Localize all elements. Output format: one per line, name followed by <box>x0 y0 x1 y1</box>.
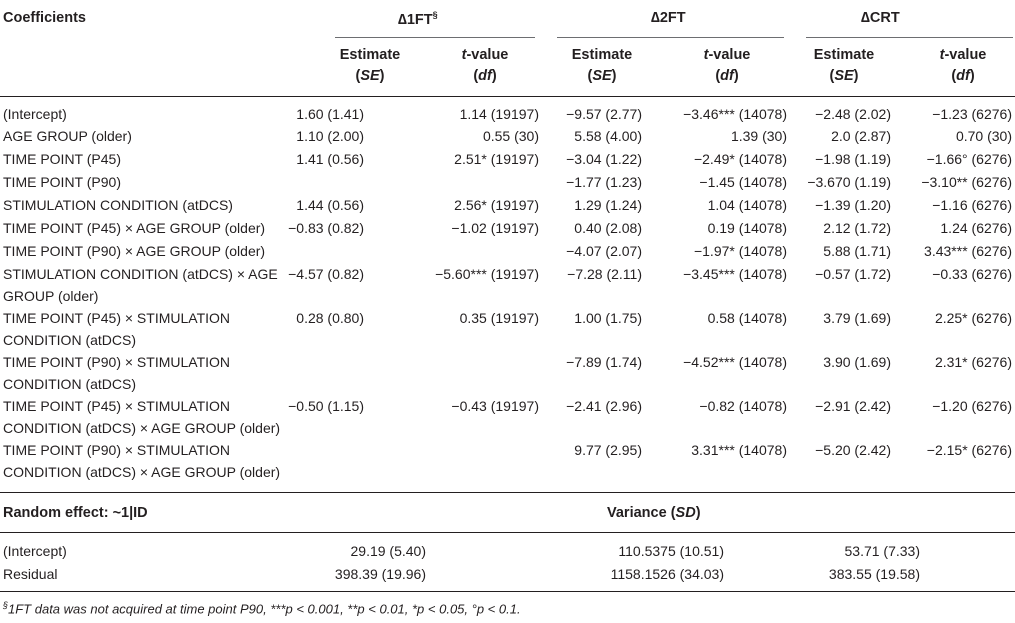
random-effect-rule-top <box>0 492 1015 493</box>
table-row <box>0 171 1015 194</box>
header-rule <box>0 96 1015 97</box>
row-label: AGE GROUP (older) <box>3 128 132 144</box>
subheader-estimate-2ft: Estimate (SE) <box>571 47 633 84</box>
cell-estimate-crt: 2.12 (1.72) <box>823 220 891 236</box>
cell-estimate-2ft: −3.04 (1.22) <box>566 151 642 167</box>
cell-variance-crt: 53.71 (7.33) <box>844 543 920 559</box>
cell-tvalue-crt: 2.25* (6276) <box>934 310 1012 326</box>
cell-tvalue-1ft: −0.43 (19197) <box>451 398 539 414</box>
cell-tvalue-2ft: 1.04 (14078) <box>707 197 787 213</box>
table-row <box>0 217 1015 240</box>
cell-estimate-1ft: 1.41 (0.56) <box>296 151 364 167</box>
cell-estimate-1ft: −0.50 (1.15) <box>288 398 364 414</box>
cell-estimate-crt: −3.670 (1.19) <box>807 174 891 190</box>
table-row <box>0 148 1015 171</box>
cell-estimate-crt: −2.48 (2.02) <box>815 106 891 122</box>
table-row <box>0 351 1015 395</box>
cell-tvalue-2ft: 0.58 (14078) <box>707 310 787 326</box>
group-underline-crt <box>806 37 1013 38</box>
cell-tvalue-crt: 2.31* (6276) <box>934 354 1012 370</box>
row-label: TIME POINT (P90) × STIMULATION CONDITION (atDCS) × AGE GROUP (older) <box>3 442 281 480</box>
cell-tvalue-2ft: −1.45 (14078) <box>699 174 787 190</box>
row-label: Residual <box>3 566 58 582</box>
row-label: STIMULATION CONDITION (atDCS) <box>3 197 233 213</box>
cell-tvalue-1ft: 0.55 (30) <box>482 128 539 144</box>
random-effect-title: Random effect: ~1|ID <box>3 505 148 521</box>
cell-variance-2ft: 110.5375 (10.51) <box>618 543 724 559</box>
cell-variance-2ft: 1158.1526 (34.03) <box>610 566 724 582</box>
cell-tvalue-2ft: −4.52*** (14078) <box>683 354 787 370</box>
cell-tvalue-1ft: −5.60*** (19197) <box>435 266 539 282</box>
table-bottom-rule <box>0 591 1015 592</box>
row-label: STIMULATION CONDITION (atDCS) × AGE GROUP (older) <box>3 266 278 304</box>
cell-estimate-2ft: 1.29 (1.24) <box>574 197 642 213</box>
cell-estimate-1ft: −0.83 (0.82) <box>288 220 364 236</box>
row-label: (Intercept) <box>3 106 67 122</box>
cell-tvalue-crt: −1.66° (6276) <box>926 151 1012 167</box>
cell-tvalue-1ft: 2.51* (19197) <box>454 151 539 167</box>
cell-tvalue-2ft: 3.31*** (14078) <box>691 442 787 458</box>
cell-estimate-crt: −1.39 (1.20) <box>815 197 891 213</box>
table-row <box>0 395 1015 439</box>
table-row <box>0 439 1015 483</box>
row-label: (Intercept) <box>3 543 67 559</box>
header-coefficients: Coefficients <box>3 10 86 26</box>
table-row <box>0 125 1015 148</box>
subheader-tvalue-crt: t-value (df) <box>939 47 987 84</box>
cell-estimate-2ft: −7.28 (2.11) <box>567 266 642 282</box>
cell-tvalue-2ft: −2.49* (14078) <box>693 151 787 167</box>
cell-variance-crt: 383.55 (19.58) <box>828 566 920 582</box>
cell-estimate-crt: 3.79 (1.69) <box>823 310 891 326</box>
subheader-tvalue-2ft: t-value (df) <box>703 47 751 84</box>
cell-tvalue-2ft: −0.82 (14078) <box>699 398 787 414</box>
cell-estimate-2ft: 0.40 (2.08) <box>574 220 642 236</box>
subheader-tvalue-1ft: t-value (df) <box>461 47 509 84</box>
cell-estimate-1ft: 0.28 (0.80) <box>296 310 364 326</box>
cell-estimate-crt: 5.88 (1.71) <box>823 243 891 259</box>
table-row <box>0 540 1015 562</box>
table-row <box>0 307 1015 351</box>
cell-estimate-2ft: 1.00 (1.75) <box>574 310 642 326</box>
cell-tvalue-2ft: −1.97* (14078) <box>693 243 787 259</box>
cell-estimate-2ft: −7.89 (1.74) <box>566 354 642 370</box>
table-row <box>0 240 1015 263</box>
cell-estimate-2ft: −1.77 (1.23) <box>566 174 642 190</box>
random-effect-rule-bottom <box>0 532 1015 533</box>
cell-estimate-2ft: −2.41 (2.96) <box>566 398 642 414</box>
row-label: TIME POINT (P45) × STIMULATION CONDITION (atDCS) <box>3 310 231 348</box>
subheader-estimate-crt: Estimate (SE) <box>813 47 875 84</box>
cell-estimate-crt: −5.20 (2.42) <box>815 442 891 458</box>
cell-estimate-crt: −0.57 (1.72) <box>815 266 891 282</box>
cell-tvalue-crt: −0.33 (6276) <box>932 266 1012 282</box>
cell-estimate-2ft: 9.77 (2.95) <box>574 442 642 458</box>
cell-estimate-1ft: 1.60 (1.41) <box>296 106 364 122</box>
row-label: TIME POINT (P45) × STIMULATION CONDITION (atDCS) × AGE GROUP (older) <box>3 398 281 436</box>
cell-tvalue-1ft: 2.56* (19197) <box>454 197 539 213</box>
cell-tvalue-crt: 3.43*** (6276) <box>924 243 1012 259</box>
cell-tvalue-crt: −1.20 (6276) <box>932 398 1012 414</box>
cell-tvalue-2ft: −3.46*** (14078) <box>683 106 787 122</box>
cell-tvalue-crt: −3.10** (6276) <box>921 174 1012 190</box>
cell-tvalue-2ft: 0.19 (14078) <box>707 220 787 236</box>
header-group-1ft: ∆1FT§ <box>398 10 438 28</box>
cell-tvalue-1ft: 0.35 (19197) <box>459 310 539 326</box>
group-underline-2ft <box>557 37 784 38</box>
table-row <box>0 563 1015 585</box>
cell-estimate-1ft: 1.44 (0.56) <box>296 197 364 213</box>
footnote: §1FT data was not acquired at time point P90, ***p < 0.001, **p < 0.01, *p < 0.05, °p < 0.1. <box>3 600 521 617</box>
cell-tvalue-crt: 0.70 (30) <box>955 128 1012 144</box>
row-label: TIME POINT (P45) × AGE GROUP (older) <box>3 220 266 236</box>
cell-estimate-crt: −1.98 (1.19) <box>815 151 891 167</box>
table-row <box>0 194 1015 217</box>
header-group-crt: ∆CRT <box>861 10 900 26</box>
row-label: TIME POINT (P90) × STIMULATION CONDITION (atDCS) <box>3 354 231 392</box>
cell-tvalue-crt: −1.16 (6276) <box>932 197 1012 213</box>
table-row <box>0 263 1015 307</box>
row-label: TIME POINT (P90) × AGE GROUP (older) <box>3 243 266 259</box>
header-group-2ft: ∆2FT <box>651 10 686 26</box>
cell-tvalue-1ft: 1.14 (19197) <box>459 106 539 122</box>
table-row <box>0 103 1015 125</box>
subheader-estimate-1ft: Estimate (SE) <box>339 47 401 84</box>
cell-estimate-2ft: 5.58 (4.00) <box>574 128 642 144</box>
cell-estimate-crt: 3.90 (1.69) <box>823 354 891 370</box>
cell-tvalue-crt: 1.24 (6276) <box>940 220 1012 236</box>
cell-estimate-1ft: −4.57 (0.82) <box>288 266 364 282</box>
cell-estimate-2ft: −4.07 (2.07) <box>566 243 642 259</box>
cell-tvalue-crt: −1.23 (6276) <box>932 106 1012 122</box>
coefficient-rows <box>0 103 1015 483</box>
row-label: TIME POINT (P90) <box>3 174 121 190</box>
cell-estimate-2ft: −9.57 (2.77) <box>566 106 642 122</box>
cell-variance-1ft: 29.19 (5.40) <box>350 543 426 559</box>
cell-variance-1ft: 398.39 (19.96) <box>334 566 426 582</box>
row-label: TIME POINT (P45) <box>3 151 121 167</box>
cell-estimate-crt: −2.91 (2.42) <box>815 398 891 414</box>
cell-estimate-crt: 2.0 (2.87) <box>831 128 891 144</box>
group-underline-1ft <box>335 37 535 38</box>
variance-heading: Variance (SD) <box>607 505 701 521</box>
cell-tvalue-crt: −2.15* (6276) <box>926 442 1012 458</box>
cell-tvalue-2ft: −3.45*** (14078) <box>683 266 787 282</box>
cell-estimate-1ft: 1.10 (2.00) <box>296 128 364 144</box>
cell-tvalue-2ft: 1.39 (30) <box>730 128 787 144</box>
cell-tvalue-1ft: −1.02 (19197) <box>451 220 539 236</box>
